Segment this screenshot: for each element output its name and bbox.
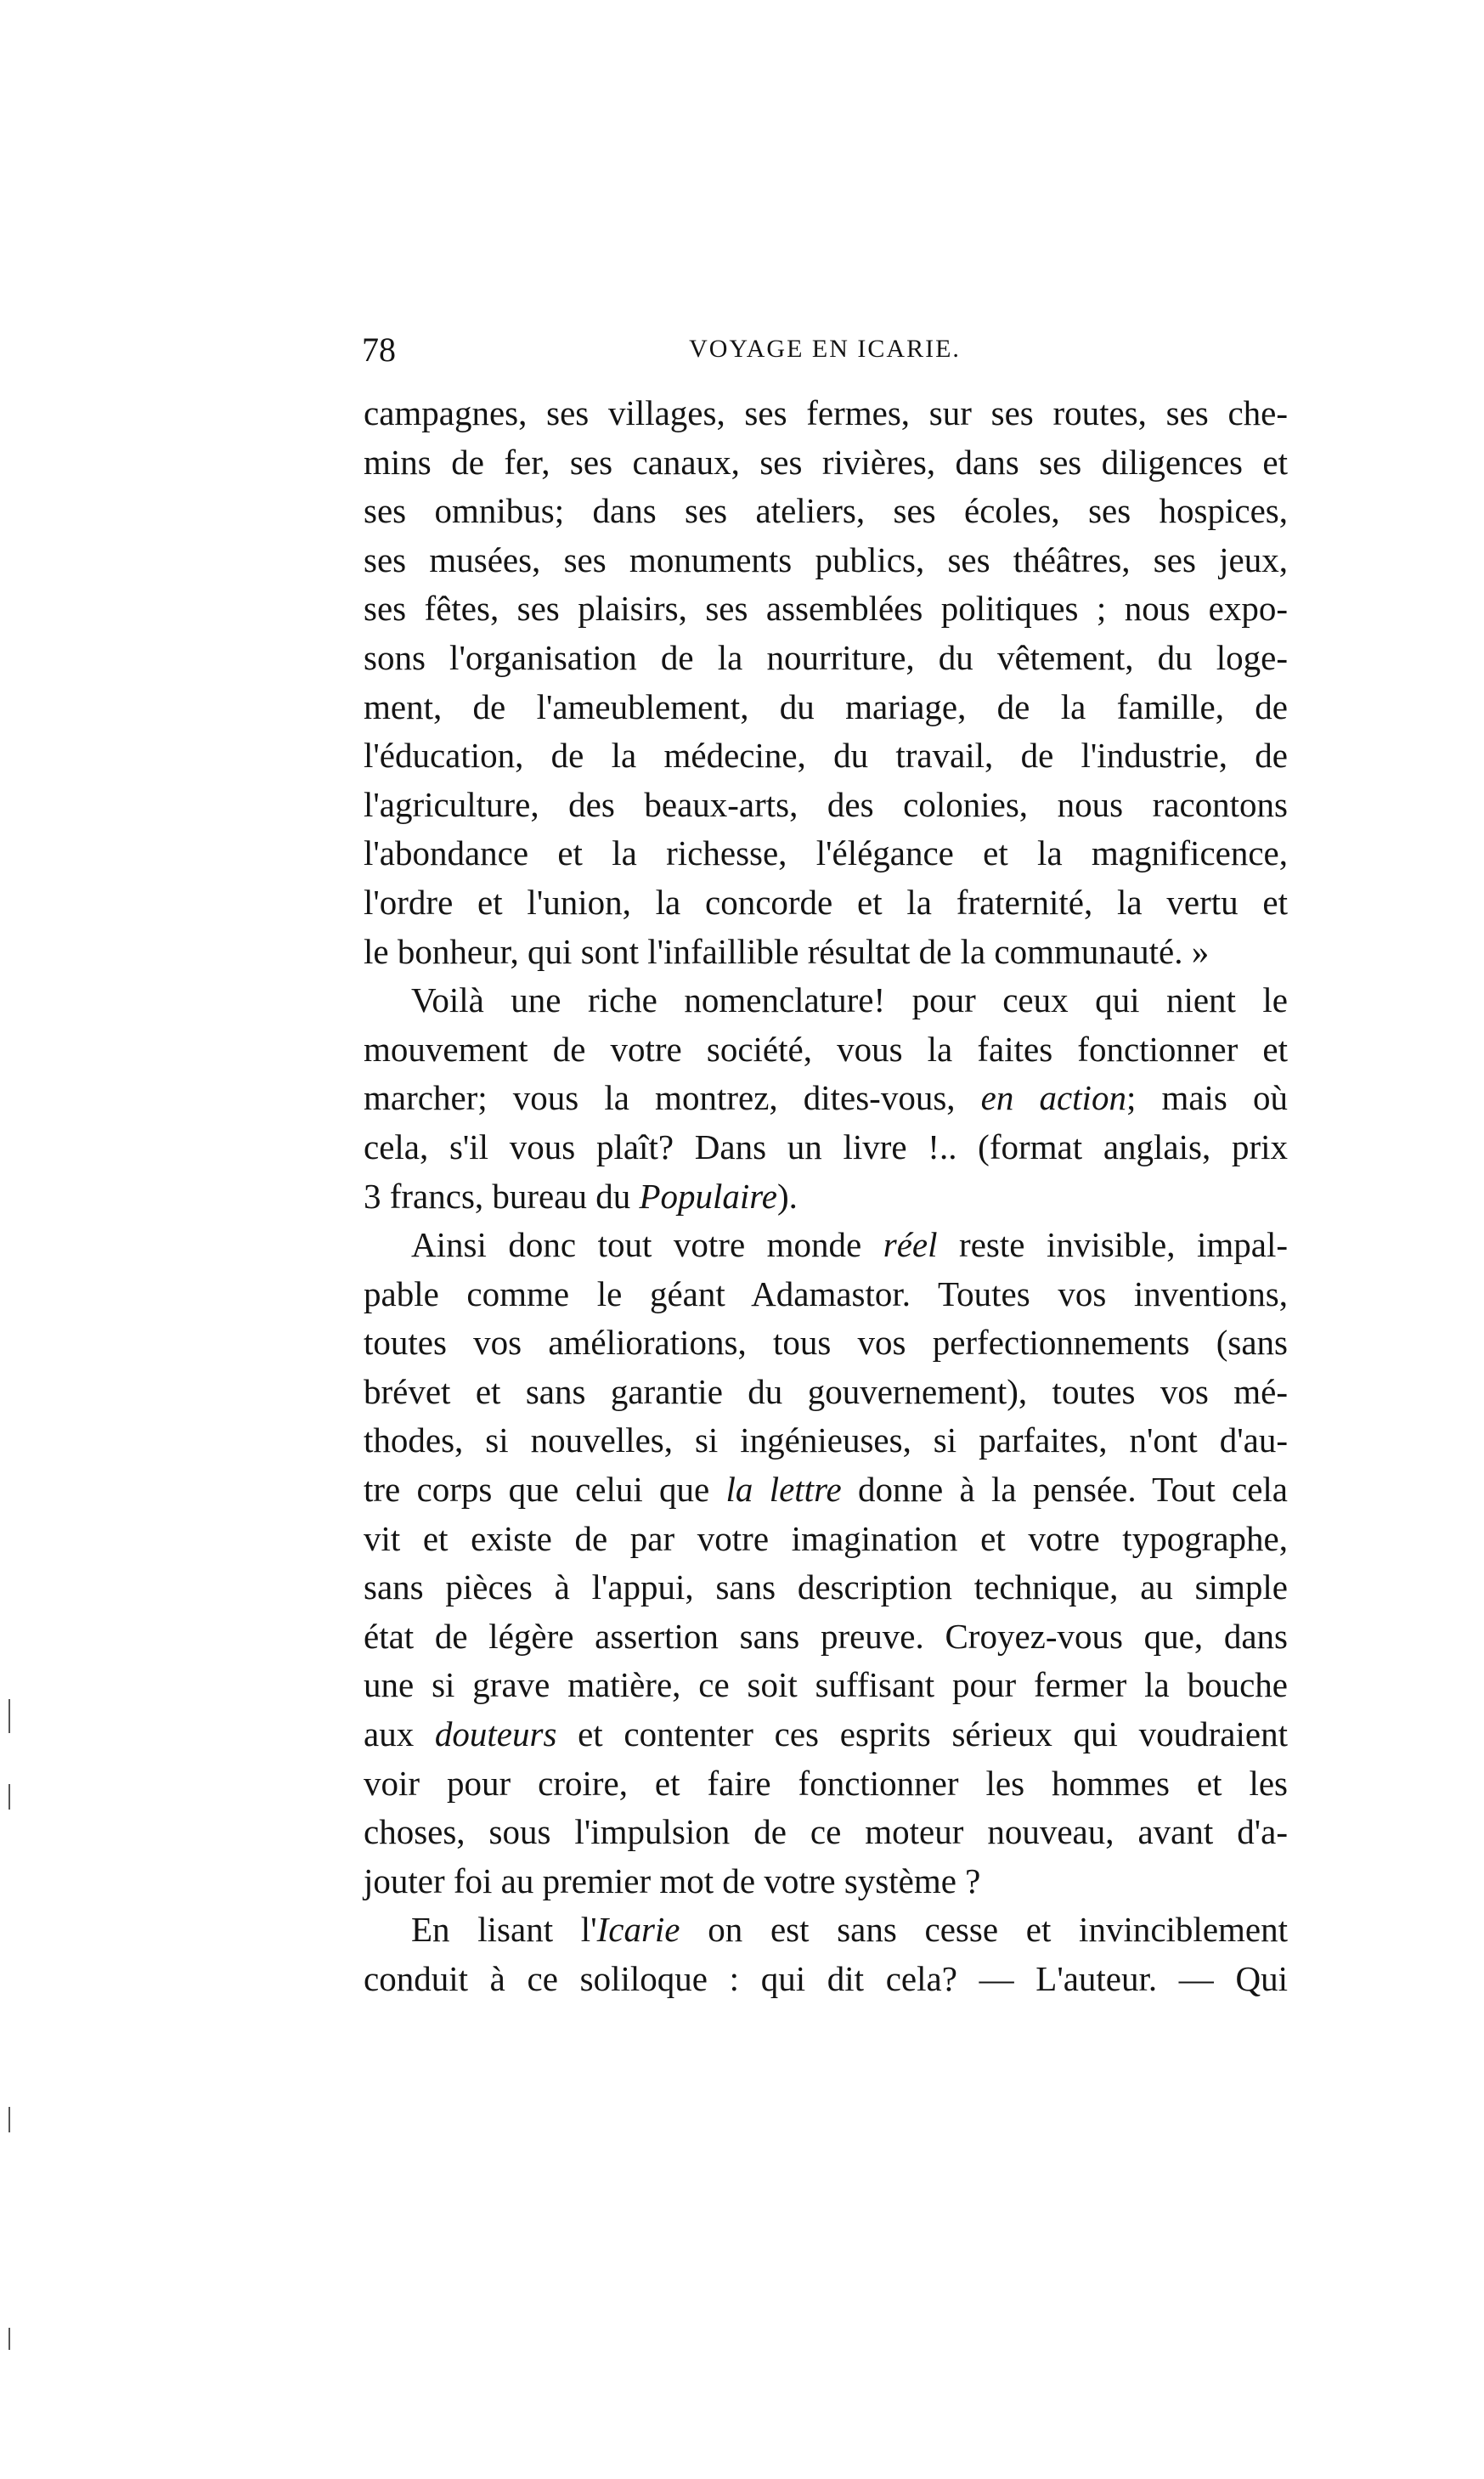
text-line: [364, 1221, 1288, 1270]
text-line: [364, 1319, 1288, 1368]
text-line: [364, 1906, 1288, 1955]
text-line: [364, 1025, 1288, 1075]
text-line: [364, 1368, 1288, 1417]
italic-text: la lettre: [725, 1470, 842, 1510]
text-line: [364, 731, 1288, 781]
text-span: pable comme le géant Adamastor. Toutes vos inventions,: [364, 1273, 1288, 1313]
text-line: [364, 878, 1288, 928]
text-span: vit et existe de par votre imagination et votre typographe,: [364, 1518, 1288, 1558]
text-span: l'abondance et la richesse, l'élégance et la magnificence,: [364, 833, 1288, 873]
text-span: ).: [776, 1176, 798, 1216]
scan-artifact: [8, 1699, 10, 1733]
text-span: donne à la pensée. Tout cela: [841, 1470, 1288, 1510]
text-line: [364, 1759, 1288, 1809]
text-line: [364, 683, 1288, 732]
text-span: En lisant l': [411, 1910, 597, 1950]
italic-text: Icarie: [596, 1910, 680, 1950]
page-body-text: [364, 389, 1288, 2004]
text-span: l'ordre et l'union, la concorde et la fraternité, la vertu et: [364, 882, 1288, 922]
text-span: choses, sous l'impulsion de ce moteur nouveau, avant d'a-: [364, 1812, 1288, 1852]
scan-artifact: [8, 2107, 10, 2132]
text-span: tre corps que celui que: [364, 1470, 726, 1510]
text-span: ment, de l'ameublement, du mariage, de la famille, de: [364, 686, 1288, 726]
text-line: [364, 1808, 1288, 1857]
running-title: VOYAGE EN ICARIE.: [689, 335, 961, 363]
text-line: [364, 928, 1288, 977]
text-line: [364, 1465, 1288, 1515]
text-line: [364, 1515, 1288, 1564]
text-span: l'agriculture, des beaux-arts, des colonies, nous racontons: [364, 784, 1288, 824]
text-span: une si grave matière, ce soit suffisant pour fermer la bouche: [364, 1665, 1288, 1705]
text-line: [364, 1172, 1288, 1222]
italic-text: en action: [980, 1078, 1126, 1118]
text-line: [364, 487, 1288, 536]
text-line: [364, 584, 1288, 634]
text-span: conduit à ce soliloque : qui dit cela? — L'auteur. — Qui: [364, 1959, 1288, 1998]
text-span: l'éducation, de la médecine, du travail, de l'industrie, de: [364, 736, 1288, 776]
text-line: [364, 1612, 1288, 1662]
page-number: 78: [362, 330, 396, 369]
text-line: [364, 1416, 1288, 1465]
text-span: sans pièces à l'appui, sans description technique, au simple: [364, 1567, 1288, 1607]
text-span: mins de fer, ses canaux, ses rivières, dans ses diligences et: [364, 442, 1288, 482]
text-line: [364, 536, 1288, 585]
text-span: sons l'organisation de la nourriture, du vêtement, du loge-: [364, 637, 1288, 677]
text-span: ; mais où: [1126, 1078, 1288, 1118]
text-span: campagnes, ses villages, ses fermes, sur ses routes, ses che-: [364, 393, 1288, 432]
text-span: thodes, si nouvelles, si ingénieuses, si parfaites, n'ont d'au-: [364, 1420, 1288, 1460]
text-span: jouter foi au premier mot de votre système ?: [364, 1861, 981, 1900]
italic-text: Populaire: [639, 1176, 777, 1216]
text-span: marcher; vous la montrez, dites-vous,: [364, 1078, 981, 1118]
italic-text: réel: [883, 1225, 938, 1265]
text-span: mouvement de votre société, vous la faites fonctionner et: [364, 1029, 1288, 1069]
text-line: [364, 976, 1288, 1025]
text-span: brévet et sans garantie du gouvernement), toutes vos mé-: [364, 1371, 1288, 1411]
running-header: [362, 330, 1288, 372]
text-line: [364, 1857, 1288, 1906]
italic-text: douteurs: [434, 1714, 557, 1754]
text-span: Voilà une riche nomenclature! pour ceux qui nient le: [411, 980, 1288, 1020]
text-line: [364, 1270, 1288, 1319]
text-span: Ainsi donc tout votre monde: [411, 1225, 883, 1265]
text-span: et contenter ces esprits sérieux qui voudraient: [556, 1714, 1288, 1754]
text-span: état de légère assertion sans preuve. Croyez-vous que, dans: [364, 1616, 1288, 1656]
scan-artifact: [8, 1784, 10, 1810]
text-line: [364, 1710, 1288, 1759]
text-span: voir pour croire, et faire fonctionner les hommes et les: [364, 1763, 1288, 1803]
text-span: le bonheur, qui sont l'infaillible résultat de la communauté. »: [364, 931, 1210, 971]
text-line: [364, 1563, 1288, 1612]
text-span: ses musées, ses monuments publics, ses théâtres, ses jeux,: [364, 539, 1288, 579]
text-span: ses omnibus; dans ses ateliers, ses écoles, ses hospices,: [364, 491, 1288, 531]
text-line: [364, 1074, 1288, 1123]
text-span: toutes vos améliorations, tous vos perfectionnements (sans: [364, 1323, 1288, 1363]
text-span: 3 francs, bureau du: [364, 1176, 640, 1216]
text-line: [364, 1123, 1288, 1172]
scan-artifact: [8, 2328, 10, 2350]
text-line: [364, 634, 1288, 683]
text-line: [364, 781, 1288, 830]
text-span: ses fêtes, ses plaisirs, ses assemblées politiques ; nous expo-: [364, 589, 1288, 629]
text-span: on est sans cesse et invinciblement: [680, 1910, 1288, 1950]
text-line: [364, 1661, 1288, 1710]
text-line: [364, 1955, 1288, 2004]
text-span: cela, s'il vous plaît? Dans un livre !.. (format anglais, prix: [364, 1127, 1288, 1166]
text-line: [364, 829, 1288, 878]
text-span: aux: [364, 1714, 435, 1754]
text-line: [364, 438, 1288, 488]
text-span: reste invisible, impal-: [937, 1225, 1288, 1265]
text-line: [364, 389, 1288, 438]
